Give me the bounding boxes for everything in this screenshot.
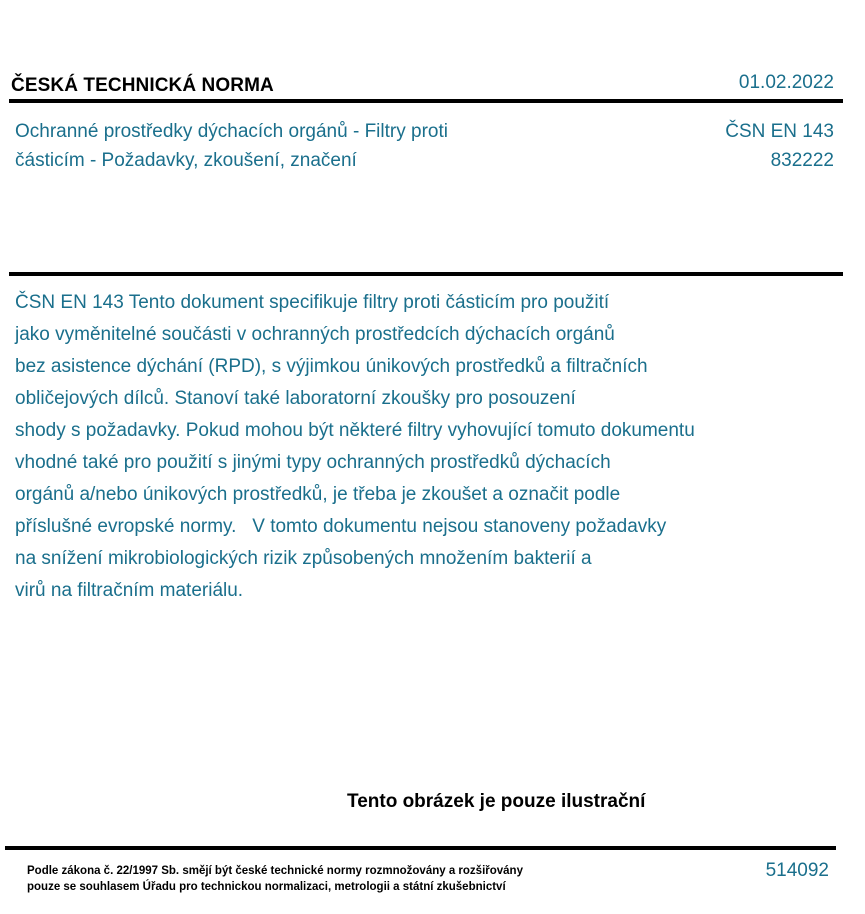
abstract-line: bez asistence dýchání (RPD), s výjimkou únikových prostředků a filtračních: [15, 356, 648, 377]
document-number: 514092: [765, 860, 829, 881]
section-divider: [9, 272, 843, 276]
abstract-text: [15, 287, 835, 607]
abstract-line: virů na filtračním materiálu.: [15, 580, 244, 601]
abstract-line: shody s požadavky. Pokud mohou být některé filtry vyhovující tomuto dokumentu: [15, 420, 695, 441]
publication-date: 01.02.2022: [738, 72, 834, 93]
standard-subject: [15, 117, 575, 175]
document-header-title: ČESKÁ TECHNICKÁ NORMA: [11, 75, 274, 96]
abstract-line: orgánů a/nebo únikových prostředků, je třeba je zkoušet a označit podle: [15, 484, 621, 505]
legal-line: Podle zákona č. 22/1997 Sb. smějí být české technické normy rozmnožovány a rozšiřovány: [27, 865, 523, 877]
illustrative-note: Tento obrázek je pouze ilustrační: [347, 791, 646, 812]
standard-designation: ČSN EN 143: [725, 121, 834, 142]
subject-line: částicím - Požadavky, zkoušení, značení: [15, 150, 357, 171]
legal-line: pouze se souhlasem Úřadu pro technickou normalizaci, metrologii a státní zkušebnictví: [27, 881, 506, 893]
subject-line: Ochranné prostředky dýchacích orgánů - Filtry proti: [15, 121, 448, 142]
abstract-line: jako vyměnitelné součásti v ochranných prostředcích dýchacích orgánů: [15, 324, 615, 345]
standard-codes: [725, 117, 834, 175]
abstract-line: obličejových dílců. Stanoví také laboratorní zkoušky pro posouzení: [15, 388, 576, 409]
abstract-line: ČSN EN 143 Tento dokument specifikuje filtry proti částicím pro použití: [15, 292, 610, 313]
abstract-line: na snížení mikrobiologických rizik způsobených množením bakterií a: [15, 548, 592, 569]
classification-code: 832222: [770, 150, 834, 171]
footer-divider: [5, 846, 836, 850]
abstract-line: vhodné také pro použití s jinými typy ochranných prostředků dýchacích: [15, 452, 611, 473]
legal-notice: [27, 863, 523, 895]
header-divider: [9, 99, 843, 103]
abstract-line: příslušné evropské normy. V tomto dokumentu nejsou stanoveny požadavky: [15, 516, 667, 537]
